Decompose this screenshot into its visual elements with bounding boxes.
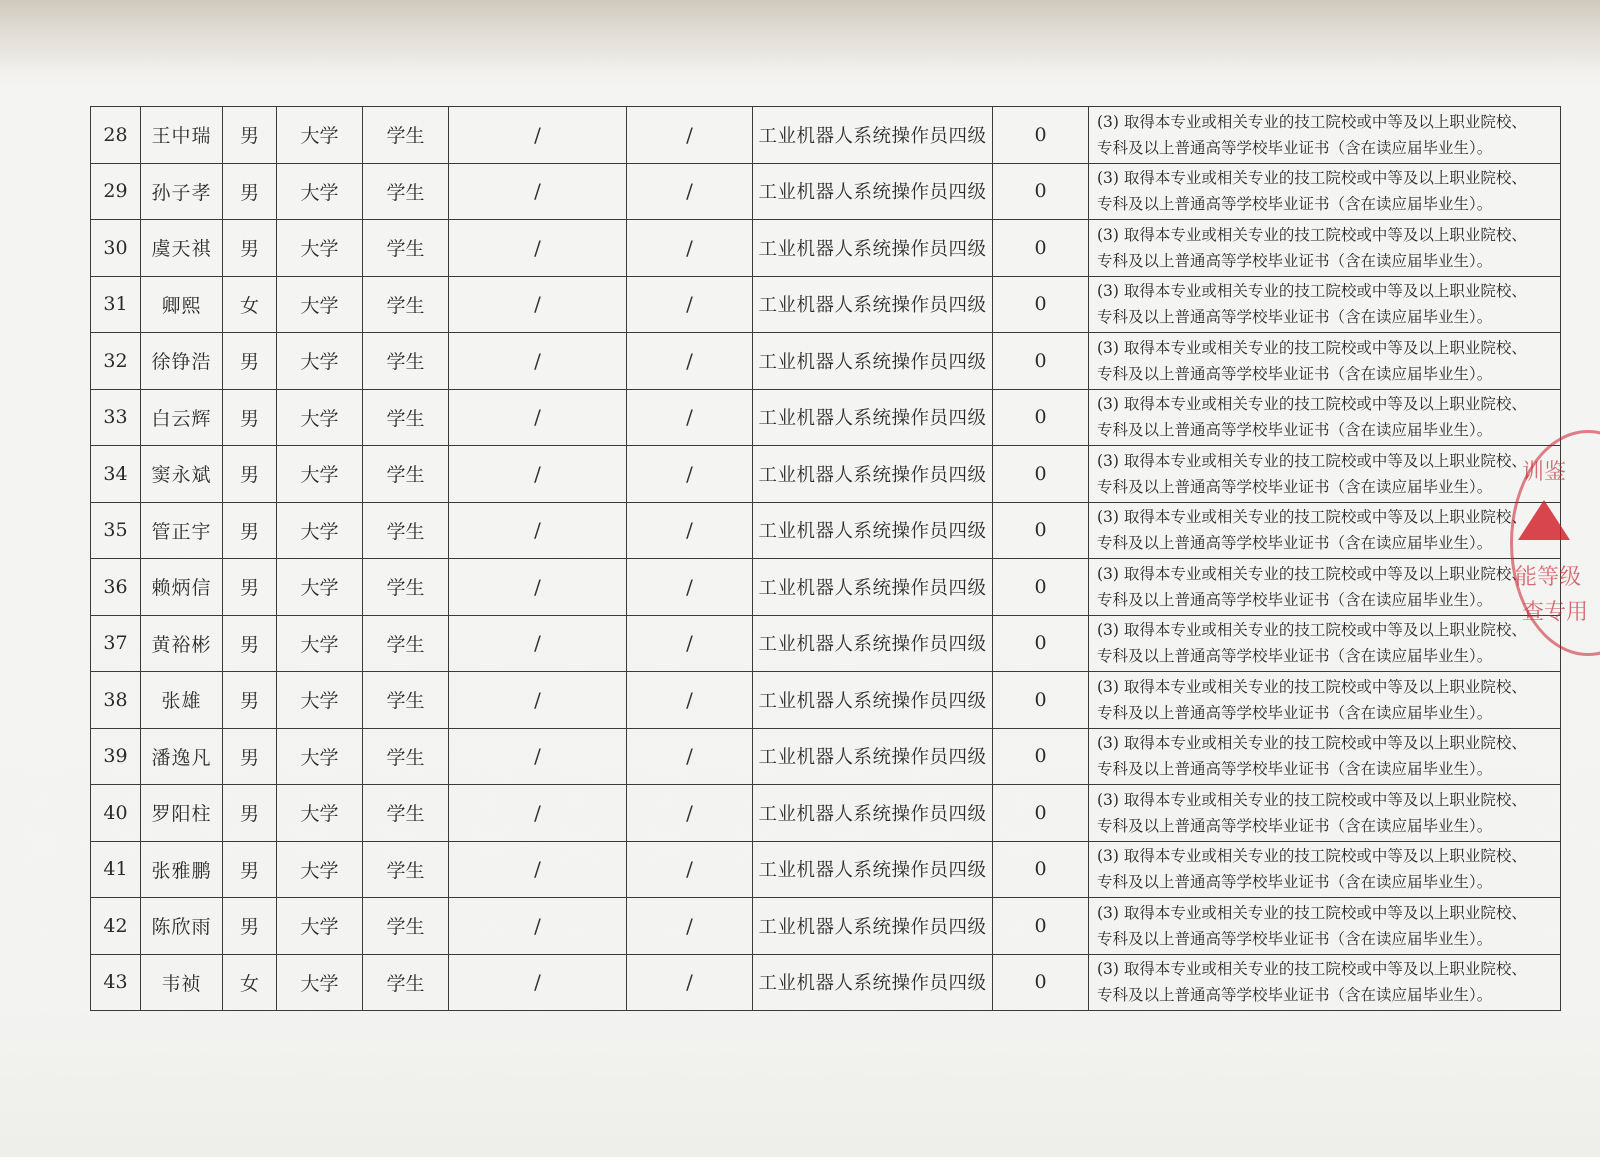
work-years: 0 xyxy=(993,220,1089,277)
eligibility-line-1: (3) 取得本专业或相关专业的技工院校或中等及以上职业院校、 xyxy=(1097,903,1527,922)
eligibility-line-2: 专科及以上普通高等学校毕业证书（含在读应届毕业生）。 xyxy=(1097,308,1493,327)
exam-occupation-level: 工业机器人系统操作员四级 xyxy=(753,446,993,503)
empty-field-slash: / xyxy=(627,276,753,333)
empty-field-slash: / xyxy=(449,333,627,390)
eligibility-condition xyxy=(1089,446,1561,503)
applicant-occupation: 学生 xyxy=(363,220,449,277)
empty-field-slash: / xyxy=(449,446,627,503)
eligibility-line-1: (3) 取得本专业或相关专业的技工院校或中等及以上职业院校、 xyxy=(1097,847,1527,866)
empty-field-slash: / xyxy=(627,785,753,842)
applicant-education: 大学 xyxy=(277,163,363,220)
applicant-name: 张雅鹏 xyxy=(141,841,223,898)
row-number: 41 xyxy=(91,841,141,898)
applicant-education: 大学 xyxy=(277,672,363,729)
applicant-table xyxy=(90,106,1560,1011)
applicant-gender: 女 xyxy=(223,954,277,1011)
paper-edge-shadow xyxy=(0,0,1600,70)
applicant-occupation: 学生 xyxy=(363,333,449,390)
applicant-gender: 男 xyxy=(223,841,277,898)
empty-field-slash: / xyxy=(627,502,753,559)
work-years: 0 xyxy=(993,785,1089,842)
eligibility-condition xyxy=(1089,502,1561,559)
eligibility-condition xyxy=(1089,785,1561,842)
exam-occupation-level: 工业机器人系统操作员四级 xyxy=(753,163,993,220)
eligibility-condition xyxy=(1089,954,1561,1011)
applicant-education: 大学 xyxy=(277,276,363,333)
empty-field-slash: / xyxy=(627,446,753,503)
exam-occupation-level: 工业机器人系统操作员四级 xyxy=(753,389,993,446)
applicant-education: 大学 xyxy=(277,389,363,446)
applicant-gender: 男 xyxy=(223,333,277,390)
applicant-name: 卿熙 xyxy=(141,276,223,333)
eligibility-line-2: 专科及以上普通高等学校毕业证书（含在读应届毕业生）。 xyxy=(1097,816,1493,835)
row-number: 35 xyxy=(91,502,141,559)
empty-field-slash: / xyxy=(449,785,627,842)
empty-field-slash: / xyxy=(627,672,753,729)
eligibility-line-2: 专科及以上普通高等学校毕业证书（含在读应届毕业生）。 xyxy=(1097,647,1493,666)
exam-occupation-level: 工业机器人系统操作员四级 xyxy=(753,276,993,333)
eligibility-line-1: (3) 取得本专业或相关专业的技工院校或中等及以上职业院校、 xyxy=(1097,621,1527,640)
applicant-occupation: 学生 xyxy=(363,785,449,842)
table-row xyxy=(91,446,1561,503)
eligibility-condition xyxy=(1089,841,1561,898)
applicant-occupation: 学生 xyxy=(363,446,449,503)
empty-field-slash: / xyxy=(627,898,753,955)
applicant-education: 大学 xyxy=(277,333,363,390)
eligibility-line-1: (3) 取得本专业或相关专业的技工院校或中等及以上职业院校、 xyxy=(1097,734,1527,753)
eligibility-condition xyxy=(1089,559,1561,616)
applicant-occupation: 学生 xyxy=(363,389,449,446)
table-row xyxy=(91,389,1561,446)
eligibility-line-2: 专科及以上普通高等学校毕业证书（含在读应届毕业生）。 xyxy=(1097,364,1493,383)
applicant-education: 大学 xyxy=(277,841,363,898)
applicant-occupation: 学生 xyxy=(363,728,449,785)
work-years: 0 xyxy=(993,276,1089,333)
seal-text-bottom: 查专用 xyxy=(1522,600,1589,625)
row-number: 33 xyxy=(91,389,141,446)
applicant-gender: 男 xyxy=(223,785,277,842)
row-number: 30 xyxy=(91,220,141,277)
row-number: 42 xyxy=(91,898,141,955)
row-number: 40 xyxy=(91,785,141,842)
eligibility-line-1: (3) 取得本专业或相关专业的技工院校或中等及以上职业院校、 xyxy=(1097,169,1527,188)
applicant-occupation: 学生 xyxy=(363,672,449,729)
work-years: 0 xyxy=(993,728,1089,785)
empty-field-slash: / xyxy=(627,163,753,220)
eligibility-line-2: 专科及以上普通高等学校毕业证书（含在读应届毕业生）。 xyxy=(1097,421,1493,440)
eligibility-line-1: (3) 取得本专业或相关专业的技工院校或中等及以上职业院校、 xyxy=(1097,112,1527,131)
eligibility-line-2: 专科及以上普通高等学校毕业证书（含在读应届毕业生）。 xyxy=(1097,195,1493,214)
row-number: 31 xyxy=(91,276,141,333)
table-row xyxy=(91,220,1561,277)
eligibility-line-2: 专科及以上普通高等学校毕业证书（含在读应届毕业生）。 xyxy=(1097,760,1493,779)
applicant-gender: 男 xyxy=(223,446,277,503)
applicant-gender: 男 xyxy=(223,220,277,277)
seal-text-middle: 能等级 xyxy=(1515,565,1582,590)
eligibility-line-2: 专科及以上普通高等学校毕业证书（含在读应届毕业生）。 xyxy=(1097,703,1493,722)
eligibility-line-1: (3) 取得本专业或相关专业的技工院校或中等及以上职业院校、 xyxy=(1097,225,1527,244)
exam-occupation-level: 工业机器人系统操作员四级 xyxy=(753,728,993,785)
work-years: 0 xyxy=(993,559,1089,616)
applicant-gender: 男 xyxy=(223,502,277,559)
empty-field-slash: / xyxy=(449,954,627,1011)
eligibility-line-1: (3) 取得本专业或相关专业的技工院校或中等及以上职业院校、 xyxy=(1097,564,1527,583)
work-years: 0 xyxy=(993,672,1089,729)
applicant-occupation: 学生 xyxy=(363,276,449,333)
empty-field-slash: / xyxy=(449,389,627,446)
empty-field-slash: / xyxy=(449,163,627,220)
eligibility-line-2: 专科及以上普通高等学校毕业证书（含在读应届毕业生）。 xyxy=(1097,138,1493,157)
row-number: 43 xyxy=(91,954,141,1011)
applicant-name: 孙子孝 xyxy=(141,163,223,220)
applicant-name: 潘逸凡 xyxy=(141,728,223,785)
eligibility-line-1: (3) 取得本专业或相关专业的技工院校或中等及以上职业院校、 xyxy=(1097,790,1527,809)
applicant-name: 罗阳柱 xyxy=(141,785,223,842)
applicant-occupation: 学生 xyxy=(363,898,449,955)
eligibility-line-1: (3) 取得本专业或相关专业的技工院校或中等及以上职业院校、 xyxy=(1097,338,1527,357)
eligibility-line-1: (3) 取得本专业或相关专业的技工院校或中等及以上职业院校、 xyxy=(1097,677,1527,696)
applicant-name: 陈欣雨 xyxy=(141,898,223,955)
applicant-occupation: 学生 xyxy=(363,954,449,1011)
empty-field-slash: / xyxy=(627,954,753,1011)
eligibility-line-1: (3) 取得本专业或相关专业的技工院校或中等及以上职业院校、 xyxy=(1097,508,1527,527)
applicant-gender: 男 xyxy=(223,672,277,729)
table-row xyxy=(91,333,1561,390)
applicant-name: 赖炳信 xyxy=(141,559,223,616)
work-years: 0 xyxy=(993,502,1089,559)
eligibility-line-1: (3) 取得本专业或相关专业的技工院校或中等及以上职业院校、 xyxy=(1097,960,1527,979)
eligibility-condition xyxy=(1089,389,1561,446)
eligibility-line-2: 专科及以上普通高等学校毕业证书（含在读应届毕业生）。 xyxy=(1097,590,1493,609)
empty-field-slash: / xyxy=(449,220,627,277)
exam-occupation-level: 工业机器人系统操作员四级 xyxy=(753,785,993,842)
table-row xyxy=(91,728,1561,785)
empty-field-slash: / xyxy=(627,841,753,898)
applicant-education: 大学 xyxy=(277,954,363,1011)
work-years: 0 xyxy=(993,841,1089,898)
eligibility-line-1: (3) 取得本专业或相关专业的技工院校或中等及以上职业院校、 xyxy=(1097,282,1527,301)
applicant-name: 韦祯 xyxy=(141,954,223,1011)
eligibility-line-2: 专科及以上普通高等学校毕业证书（含在读应届毕业生）。 xyxy=(1097,986,1493,1005)
applicant-name: 徐铮浩 xyxy=(141,333,223,390)
eligibility-line-2: 专科及以上普通高等学校毕业证书（含在读应届毕业生）。 xyxy=(1097,929,1493,948)
eligibility-condition xyxy=(1089,615,1561,672)
table-body xyxy=(91,107,1561,1011)
applicant-name: 王中瑞 xyxy=(141,107,223,164)
applicant-gender: 男 xyxy=(223,559,277,616)
eligibility-condition xyxy=(1089,220,1561,277)
table-row xyxy=(91,615,1561,672)
applicant-education: 大学 xyxy=(277,107,363,164)
exam-occupation-level: 工业机器人系统操作员四级 xyxy=(753,898,993,955)
eligibility-condition xyxy=(1089,728,1561,785)
applicant-name: 窦永斌 xyxy=(141,446,223,503)
table-row xyxy=(91,502,1561,559)
exam-occupation-level: 工业机器人系统操作员四级 xyxy=(753,615,993,672)
applicant-gender: 男 xyxy=(223,107,277,164)
applicant-gender: 男 xyxy=(223,898,277,955)
applicant-gender: 男 xyxy=(223,615,277,672)
eligibility-line-2: 专科及以上普通高等学校毕业证书（含在读应届毕业生）。 xyxy=(1097,873,1493,892)
exam-occupation-level: 工业机器人系统操作员四级 xyxy=(753,107,993,164)
work-years: 0 xyxy=(993,163,1089,220)
applicant-occupation: 学生 xyxy=(363,107,449,164)
exam-occupation-level: 工业机器人系统操作员四级 xyxy=(753,954,993,1011)
work-years: 0 xyxy=(993,615,1089,672)
eligibility-condition xyxy=(1089,333,1561,390)
row-number: 37 xyxy=(91,615,141,672)
work-years: 0 xyxy=(993,107,1089,164)
row-number: 36 xyxy=(91,559,141,616)
empty-field-slash: / xyxy=(449,615,627,672)
exam-occupation-level: 工业机器人系统操作员四级 xyxy=(753,333,993,390)
applicant-table-grid xyxy=(90,106,1561,1011)
table-row xyxy=(91,841,1561,898)
empty-field-slash: / xyxy=(627,728,753,785)
applicant-education: 大学 xyxy=(277,446,363,503)
table-row xyxy=(91,276,1561,333)
applicant-education: 大学 xyxy=(277,220,363,277)
applicant-gender: 男 xyxy=(223,163,277,220)
exam-occupation-level: 工业机器人系统操作员四级 xyxy=(753,559,993,616)
applicant-occupation: 学生 xyxy=(363,841,449,898)
empty-field-slash: / xyxy=(449,672,627,729)
empty-field-slash: / xyxy=(627,220,753,277)
seal-text-top: 训鉴 xyxy=(1522,460,1567,485)
exam-occupation-level: 工业机器人系统操作员四级 xyxy=(753,220,993,277)
row-number: 38 xyxy=(91,672,141,729)
work-years: 0 xyxy=(993,954,1089,1011)
applicant-occupation: 学生 xyxy=(363,615,449,672)
applicant-name: 白云辉 xyxy=(141,389,223,446)
applicant-education: 大学 xyxy=(277,502,363,559)
empty-field-slash: / xyxy=(627,615,753,672)
seal-star-icon xyxy=(1518,500,1570,540)
applicant-name: 虞天祺 xyxy=(141,220,223,277)
applicant-name: 黄裕彬 xyxy=(141,615,223,672)
empty-field-slash: / xyxy=(449,841,627,898)
eligibility-condition xyxy=(1089,107,1561,164)
table-row xyxy=(91,107,1561,164)
eligibility-condition xyxy=(1089,163,1561,220)
table-row xyxy=(91,954,1561,1011)
eligibility-condition xyxy=(1089,898,1561,955)
applicant-gender: 女 xyxy=(223,276,277,333)
exam-occupation-level: 工业机器人系统操作员四级 xyxy=(753,841,993,898)
row-number: 39 xyxy=(91,728,141,785)
applicant-occupation: 学生 xyxy=(363,502,449,559)
exam-occupation-level: 工业机器人系统操作员四级 xyxy=(753,502,993,559)
empty-field-slash: / xyxy=(449,898,627,955)
table-row xyxy=(91,785,1561,842)
work-years: 0 xyxy=(993,898,1089,955)
applicant-gender: 男 xyxy=(223,389,277,446)
table-row xyxy=(91,559,1561,616)
table-row xyxy=(91,672,1561,729)
empty-field-slash: / xyxy=(449,276,627,333)
applicant-occupation: 学生 xyxy=(363,163,449,220)
exam-occupation-level: 工业机器人系统操作员四级 xyxy=(753,672,993,729)
row-number: 28 xyxy=(91,107,141,164)
applicant-name: 管正宇 xyxy=(141,502,223,559)
eligibility-line-2: 专科及以上普通高等学校毕业证书（含在读应届毕业生）。 xyxy=(1097,534,1493,553)
eligibility-line-2: 专科及以上普通高等学校毕业证书（含在读应届毕业生）。 xyxy=(1097,477,1493,496)
applicant-education: 大学 xyxy=(277,728,363,785)
applicant-gender: 男 xyxy=(223,728,277,785)
eligibility-condition xyxy=(1089,672,1561,729)
empty-field-slash: / xyxy=(627,333,753,390)
work-years: 0 xyxy=(993,389,1089,446)
empty-field-slash: / xyxy=(627,107,753,164)
applicant-name: 张雄 xyxy=(141,672,223,729)
eligibility-condition xyxy=(1089,276,1561,333)
table-row xyxy=(91,898,1561,955)
table-row xyxy=(91,163,1561,220)
applicant-education: 大学 xyxy=(277,898,363,955)
empty-field-slash: / xyxy=(627,559,753,616)
applicant-education: 大学 xyxy=(277,559,363,616)
applicant-occupation: 学生 xyxy=(363,559,449,616)
applicant-education: 大学 xyxy=(277,785,363,842)
work-years: 0 xyxy=(993,333,1089,390)
row-number: 34 xyxy=(91,446,141,503)
applicant-education: 大学 xyxy=(277,615,363,672)
row-number: 32 xyxy=(91,333,141,390)
eligibility-line-2: 专科及以上普通高等学校毕业证书（含在读应届毕业生）。 xyxy=(1097,251,1493,270)
row-number: 29 xyxy=(91,163,141,220)
work-years: 0 xyxy=(993,446,1089,503)
eligibility-line-1: (3) 取得本专业或相关专业的技工院校或中等及以上职业院校、 xyxy=(1097,451,1527,470)
empty-field-slash: / xyxy=(449,107,627,164)
empty-field-slash: / xyxy=(627,389,753,446)
empty-field-slash: / xyxy=(449,502,627,559)
empty-field-slash: / xyxy=(449,559,627,616)
empty-field-slash: / xyxy=(449,728,627,785)
eligibility-line-1: (3) 取得本专业或相关专业的技工院校或中等及以上职业院校、 xyxy=(1097,395,1527,414)
